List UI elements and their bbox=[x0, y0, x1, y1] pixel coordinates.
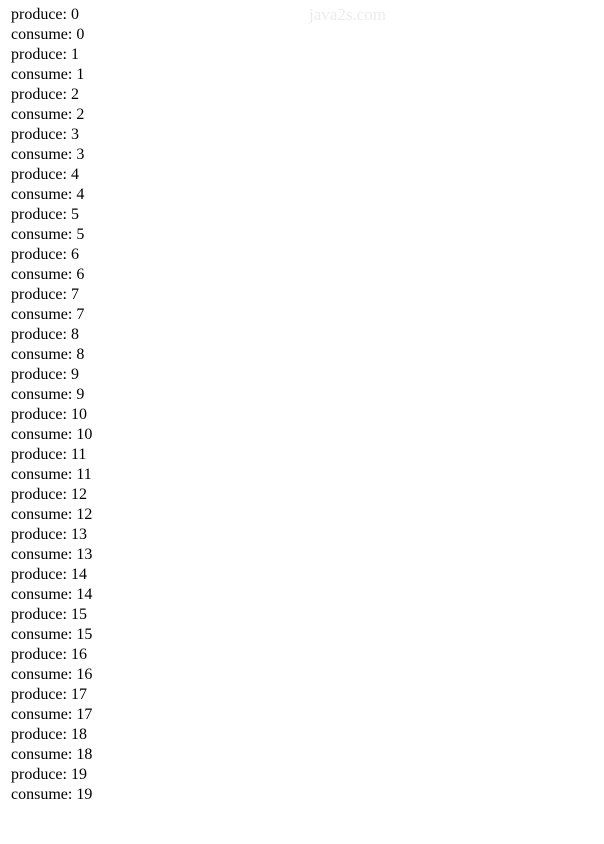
log-line: produce: 1 bbox=[11, 46, 79, 63]
watermark: java2s.com bbox=[309, 5, 386, 24]
log-line: consume: 8 bbox=[11, 346, 85, 363]
log-line: produce: 15 bbox=[11, 606, 87, 623]
log-line: consume: 15 bbox=[11, 626, 93, 643]
log-line: consume: 14 bbox=[11, 586, 93, 603]
log-line: consume: 16 bbox=[11, 666, 93, 683]
log-line: produce: 11 bbox=[11, 446, 87, 463]
log-line: consume: 3 bbox=[11, 146, 85, 163]
log-line: produce: 2 bbox=[11, 86, 79, 103]
log-line: produce: 3 bbox=[11, 126, 79, 143]
log-line: consume: 18 bbox=[11, 746, 93, 763]
log-line: produce: 16 bbox=[11, 646, 87, 663]
log-line: produce: 10 bbox=[11, 406, 87, 423]
log-line: produce: 7 bbox=[11, 286, 79, 303]
log-line: consume: 9 bbox=[11, 386, 85, 403]
log-line: produce: 19 bbox=[11, 766, 87, 783]
output-log bbox=[11, 5, 92, 805]
log-line: consume: 11 bbox=[11, 466, 92, 483]
log-line: produce: 0 bbox=[11, 6, 79, 23]
log-line: consume: 0 bbox=[11, 26, 85, 43]
log-line: produce: 8 bbox=[11, 326, 79, 343]
log-line: produce: 6 bbox=[11, 246, 79, 263]
log-line: consume: 4 bbox=[11, 186, 85, 203]
log-line: consume: 2 bbox=[11, 106, 85, 123]
log-line: consume: 5 bbox=[11, 226, 85, 243]
log-line: consume: 12 bbox=[11, 506, 93, 523]
log-line: produce: 9 bbox=[11, 366, 79, 383]
log-line: consume: 6 bbox=[11, 266, 85, 283]
log-line: consume: 1 bbox=[11, 66, 85, 83]
log-line: produce: 14 bbox=[11, 566, 87, 583]
log-line: produce: 5 bbox=[11, 206, 79, 223]
log-line: consume: 13 bbox=[11, 546, 93, 563]
log-line: produce: 17 bbox=[11, 686, 87, 703]
log-line: consume: 17 bbox=[11, 706, 93, 723]
log-line: produce: 12 bbox=[11, 486, 87, 503]
log-line: produce: 4 bbox=[11, 166, 79, 183]
log-line: consume: 19 bbox=[11, 786, 93, 803]
log-line: produce: 18 bbox=[11, 726, 87, 743]
log-line: consume: 10 bbox=[11, 426, 93, 443]
log-line: consume: 7 bbox=[11, 306, 85, 323]
log-line: produce: 13 bbox=[11, 526, 87, 543]
